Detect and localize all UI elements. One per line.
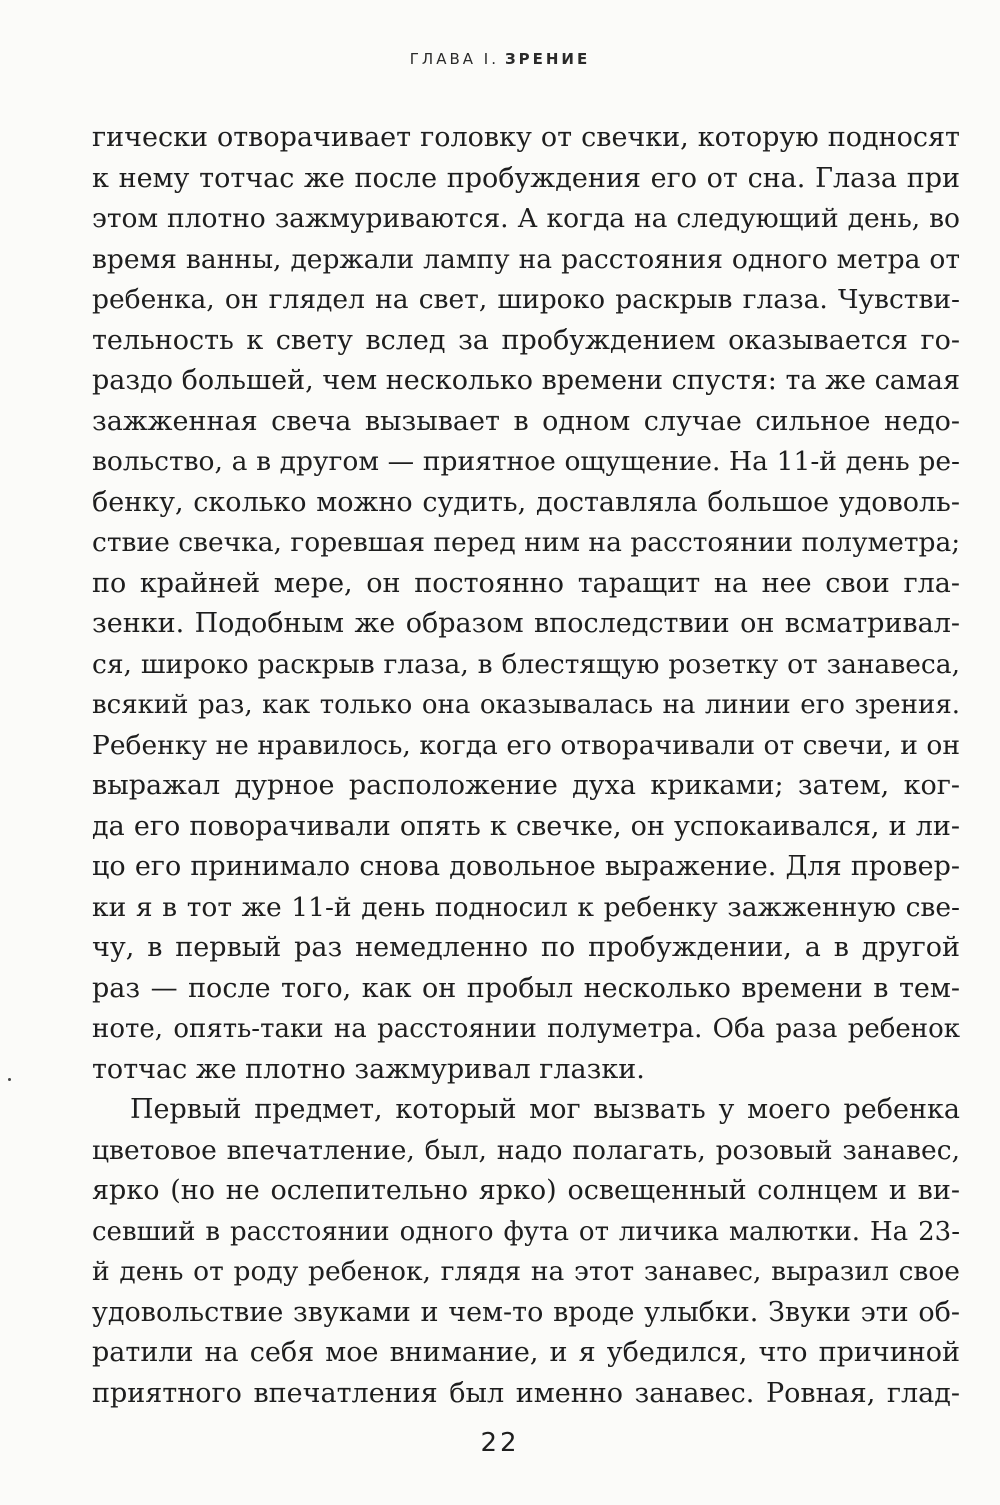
text-line: к нему тотчас же после пробуждения его от сна. Глаза при bbox=[92, 162, 960, 194]
text-line: удовольствие звуками и чем-то вроде улыбки. Звуки эти об- bbox=[92, 1296, 960, 1328]
text-line: ярко (но не ослепительно ярко) освещенный солнцем и ви- bbox=[92, 1175, 960, 1206]
text-line: выражал дурное расположение духа криками; затем, ког- bbox=[92, 770, 960, 801]
paragraph-2 bbox=[92, 1090, 960, 1414]
chapter-title: ЗРЕНИЕ bbox=[504, 50, 591, 68]
text-line: ся, широко раскрыв глаза, в блестящую розетку от занавеса, bbox=[92, 648, 960, 680]
text-line: ки я в тот же 11-й день подносил к ребенку зажженную све- bbox=[92, 891, 960, 923]
text-line: й день от роду ребенок, глядя на этот занавес, выразил свое bbox=[92, 1256, 960, 1287]
paragraph-1 bbox=[92, 118, 960, 1090]
text-line: ствие свечка, горевшая перед ним на расстоянии полуметра; bbox=[92, 527, 961, 558]
running-head bbox=[0, 50, 1000, 68]
text-line: цветовое впечатление, был, надо полагать, розовый занавес, bbox=[92, 1134, 960, 1166]
text-line: зажженная свеча вызывает в одном случае сильное недо- bbox=[92, 405, 960, 437]
text-line: Первый предмет, который мог вызвать у моего ребенка bbox=[130, 1094, 960, 1125]
text-line: севший в расстоянии одного фута от личика малютки. На 23- bbox=[92, 1216, 960, 1247]
text-line: время ванны, держали лампу на расстояния одного метра от bbox=[92, 243, 960, 275]
text-line: зенки. Подобным же образом впоследствии он всматривал- bbox=[92, 608, 960, 639]
text-line: вольство, а в другом — приятное ощущение. На 11-й день ре- bbox=[92, 446, 960, 477]
text-line: тотчас же плотно зажмуривал глазки. bbox=[92, 1053, 645, 1085]
text-line: этом плотно зажмуриваются. А когда на следующий день, во bbox=[92, 203, 960, 234]
text-line: ратили на себя мое внимание, и я убедился, что причиной bbox=[92, 1337, 960, 1368]
chapter-label: ГЛАВА I. bbox=[409, 50, 499, 68]
text-line: ребенка, он глядел на свет, широко раскрыв глаза. Чувстви- bbox=[92, 284, 960, 315]
page-number: 22 bbox=[480, 1428, 520, 1458]
text-line: всякий раз, как только она оказывалась на линии его зрения. bbox=[92, 690, 960, 720]
text-line: приятного впечатления был именно занавес. Ровная, глад- bbox=[92, 1377, 960, 1409]
text-line: Ребенку не нравилось, когда его отворачивали от свечи, и он bbox=[92, 729, 960, 761]
text-line: бенку, сколько можно судить, доставляла большое удоволь- bbox=[92, 486, 960, 518]
text-line: цо его принимало снова довольное выражение. Для провер- bbox=[92, 851, 960, 882]
text-line: раздо большей, чем несколько времени спустя: та же самая bbox=[92, 365, 960, 396]
text-line: да его поворачивали опять к свечке, он успокаивался, и ли- bbox=[92, 810, 960, 842]
scan-speck bbox=[8, 1078, 11, 1081]
text-line: гически отворачивает головку от свечки, которую подносят bbox=[92, 122, 960, 153]
text-line: тельность к свету вслед за пробуждением оказывается го- bbox=[92, 324, 960, 356]
text-line: раз — после того, как он пробыл несколько времени в тем- bbox=[92, 972, 960, 1004]
body-text bbox=[92, 118, 960, 1414]
text-line: по крайней мере, он постоянно таращит на нее свои гла- bbox=[92, 567, 960, 599]
text-line: ноте, опять-таки на расстоянии полуметра. Оба раза ребенок bbox=[92, 1014, 960, 1044]
text-line: чу, в первый раз немедленно по пробуждении, а в другой bbox=[92, 932, 960, 963]
